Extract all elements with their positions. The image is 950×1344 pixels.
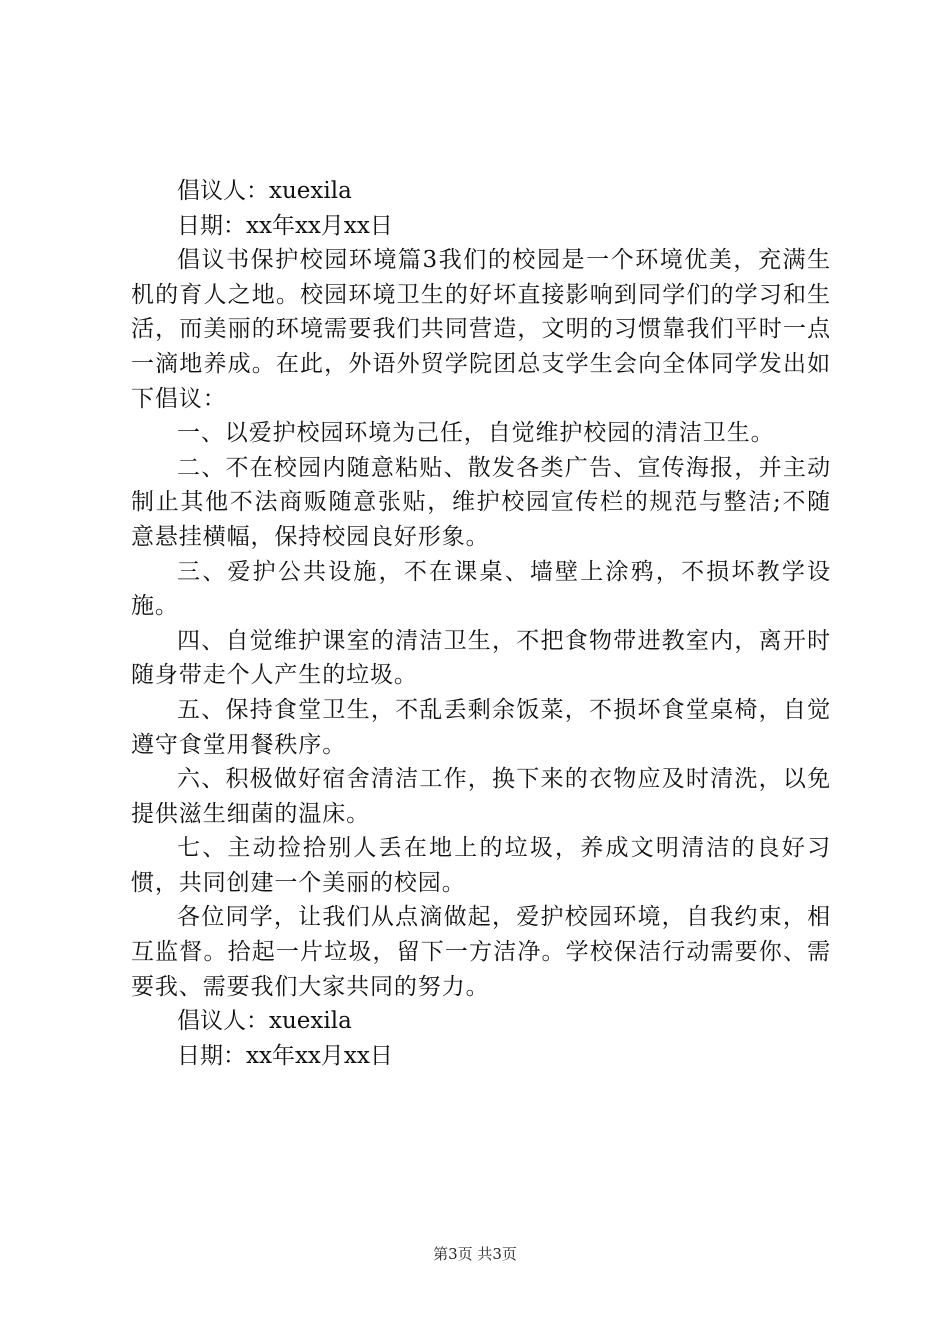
intro-paragraph: 倡议书保护校园环境篇3我们的校园是一个环境优美，充满生机的育人之地。校园环境卫生的好坏直接影响到同学们的学习和生活，而美丽的环境需要我们共同营造，文明的习惯靠我们平时一点一滴地养成。在此，外语外贸学院团总支学生会向全体同学发出如下倡议： — [131, 247, 831, 412]
proposal-item-5: 五、保持食堂卫生，不乱丢剩余饭菜，不损坏食堂桌椅，自觉遵守食堂用餐秩序。 — [131, 696, 831, 758]
proposal-item-2: 二、不在校园内随意粘贴、散发各类广告、宣传海报，并主动制止其他不法商贩随意张贴，维护校园宣传栏的规范与整洁;不随意悬挂横幅，保持校园良好形象。 — [131, 454, 831, 550]
proposal-item-6: 六、积极做好宿舍清洁工作，换下来的衣物应及时清洗，以免提供滋生细菌的温床。 — [131, 766, 831, 827]
proposal-item-3: 三、爱护公共设施，不在课桌、墙壁上涂鸦，不损坏教学设施。 — [131, 558, 831, 620]
signer-line: 倡议人：xuexila — [177, 1008, 352, 1035]
proposal-item-4: 四、自觉维护课室的清洁卫生，不把食物带进教室内，离开时随身带走个人产生的垃圾。 — [131, 627, 831, 689]
signer-line: 倡议人：xuexila — [177, 178, 352, 204]
date-line: 日期：xx年xx月xx日 — [177, 212, 393, 239]
proposal-item-7: 七、主动捡拾别人丢在地上的垃圾，养成文明清洁的良好习惯，共同创建一个美丽的校园。 — [131, 835, 831, 896]
document-body — [131, 174, 831, 1073]
proposal-item-1: 一、以爱护校园环境为己任，自觉维护校园的清洁卫生。 — [177, 420, 775, 447]
page-footer: 第3页 共3页 — [433, 1245, 517, 1263]
date-line: 日期：xx年xx月xx日 — [177, 1042, 393, 1069]
closing-paragraph: 各位同学，让我们从点滴做起，爱护校园环境，自我约束，相互监督。拾起一片垃圾，留下一方洁净。学校保洁行动需要你、需要我、需要我们大家共同的努力。 — [131, 904, 831, 1000]
